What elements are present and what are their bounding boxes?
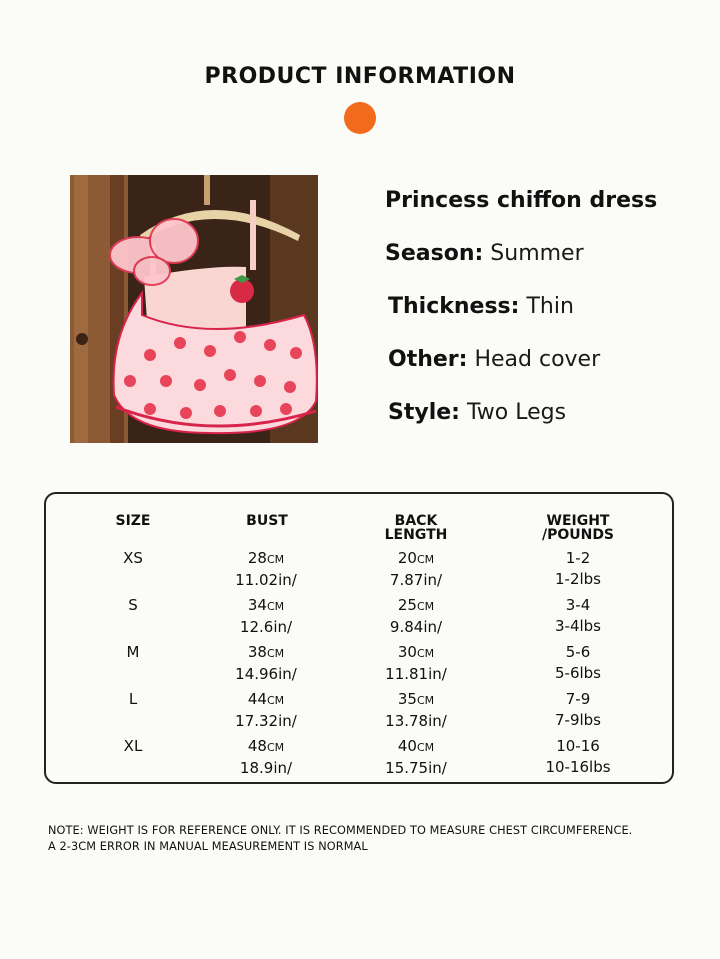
table-cell-bust: 48CM 18.9in/ [239, 737, 293, 777]
table-cell-bust: 28CM 11.02in/ [235, 549, 297, 589]
product-photo [70, 175, 318, 443]
size-table [44, 492, 674, 784]
accent-dot [344, 102, 376, 134]
table-cell-back-length: 40CM 15.75in/ [385, 737, 447, 777]
table-cell-weight: 3-4 3-4lbs [554, 596, 601, 635]
product-name: Princess chiffon dress [385, 188, 658, 213]
table-cell-size: M [126, 643, 140, 661]
table-cell-bust: 44CM 17.32in/ [235, 690, 297, 730]
style-attribute: Style: Two Legs [388, 400, 567, 425]
measurement-note: NOTE: WEIGHT IS FOR REFERENCE ONLY. IT IS RECOMMENDED TO MEASURE CHEST CIRCUMFERENCE. A 2-3CM ERROR IN MANUAL MEASUREMENT IS NORMAL [48, 824, 633, 853]
page-title: PRODUCT INFORMATION [204, 64, 516, 89]
table-cell-back-length: 25CM 9.84in/ [389, 596, 443, 636]
table-cell-size: XS [123, 549, 143, 567]
table-cell-size: L [128, 690, 138, 708]
table-cell-weight: 7-9 7-9lbs [554, 690, 601, 729]
header-weight-pounds: WEIGHT /POUNDS [541, 513, 615, 543]
table-cell-back-length: 20CM 7.87in/ [389, 549, 443, 589]
thickness-attribute: Thickness: Thin [388, 294, 574, 319]
table-cell-bust: 34CM 12.6in/ [239, 596, 293, 636]
other-attribute: Other: Head cover [388, 347, 601, 372]
header-back-length: BACK LENGTH [384, 513, 448, 543]
table-cell-bust: 38CM 14.96in/ [235, 643, 297, 683]
table-cell-weight: 5-6 5-6lbs [554, 643, 601, 682]
table-cell-back-length: 35CM 13.78in/ [385, 690, 447, 730]
table-cell-size: XL [123, 737, 143, 755]
season-attribute: Season: Summer [385, 241, 584, 266]
header-size: SIZE [115, 513, 151, 529]
table-cell-weight: 10-16 10-16lbs [545, 737, 611, 776]
table-cell-weight: 1-2 1-2lbs [554, 549, 601, 588]
table-cell-size: S [128, 596, 138, 614]
header-bust: BUST [246, 513, 288, 529]
table-cell-back-length: 30CM 11.81in/ [385, 643, 447, 683]
